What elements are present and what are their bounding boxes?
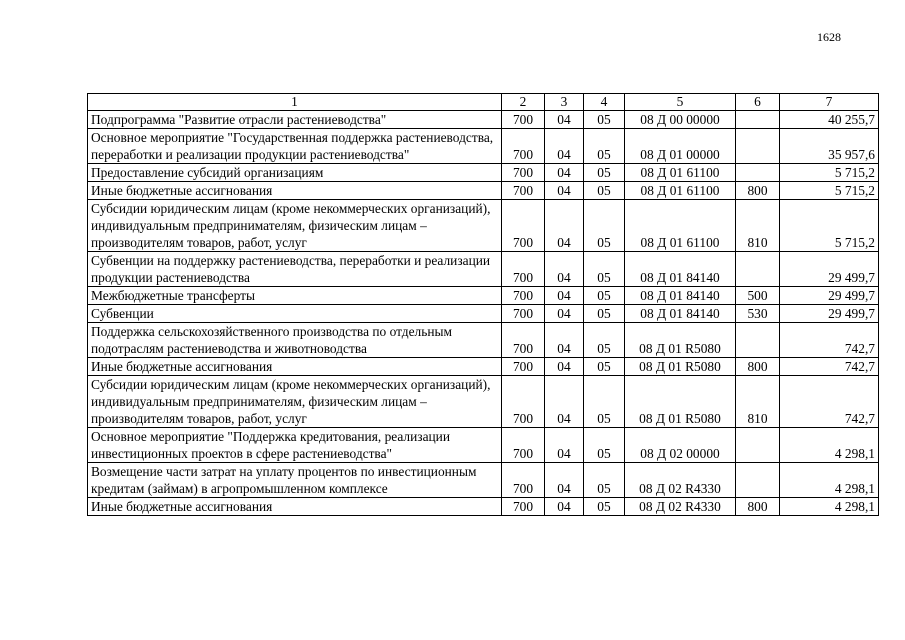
row-code-cell: 08 Д 00 00000 [625,111,736,129]
table-row [88,358,879,376]
row-code-cell: 700 [502,164,545,182]
row-code-cell: 04 [545,111,584,129]
row-code-cell: 08 Д 01 R5080 [625,323,736,358]
row-code-cell: 500 [736,287,780,305]
row-name-cell: Субсидии юридическим лицам (кроме некоммерческих организаций), индивидуальным предпринимателям, физическим лицам – производителям товаров, работ, услуг [88,376,502,428]
row-code-cell: 08 Д 01 61100 [625,200,736,252]
row-code-cell: 810 [736,200,780,252]
header-cell: 7 [780,94,879,111]
row-amount-cell: 4 298,1 [780,463,879,498]
row-code-cell: 05 [584,200,625,252]
row-amount-cell: 35 957,6 [780,129,879,164]
row-code-cell [736,463,780,498]
header-cell: 6 [736,94,780,111]
row-name-cell: Предоставление субсидий организациям [88,164,502,182]
row-name-cell: Возмещение части затрат на уплату процентов по инвестиционным кредитам (займам) в агропромышленном комплексе [88,463,502,498]
header-cell: 3 [545,94,584,111]
row-code-cell [736,129,780,164]
row-code-cell: 05 [584,358,625,376]
row-code-cell: 05 [584,129,625,164]
table-header-row [88,94,879,111]
row-amount-cell: 742,7 [780,323,879,358]
row-code-cell: 05 [584,182,625,200]
row-name-cell: Основное мероприятие "Поддержка кредитования, реализации инвестиционных проектов в сфере растениеводства" [88,428,502,463]
row-code-cell: 04 [545,376,584,428]
row-code-cell [736,323,780,358]
header-cell: 5 [625,94,736,111]
row-name-cell: Подпрограмма "Развитие отрасли растениеводства" [88,111,502,129]
row-code-cell: 05 [584,428,625,463]
row-code-cell: 700 [502,498,545,516]
header-cell: 1 [88,94,502,111]
row-code-cell: 700 [502,358,545,376]
row-name-cell: Поддержка сельскохозяйственного производства по отдельным подотраслям растениеводства и животноводства [88,323,502,358]
row-code-cell: 700 [502,463,545,498]
row-code-cell: 04 [545,498,584,516]
table-row [88,164,879,182]
row-code-cell: 05 [584,305,625,323]
row-amount-cell: 4 298,1 [780,498,879,516]
row-code-cell: 04 [545,129,584,164]
row-name-cell: Субвенции на поддержку растениеводства, переработки и реализации продукции растениеводства [88,252,502,287]
row-code-cell: 700 [502,182,545,200]
row-code-cell: 05 [584,164,625,182]
row-code-cell: 04 [545,200,584,252]
row-code-cell: 05 [584,376,625,428]
table-row [88,252,879,287]
row-code-cell: 04 [545,428,584,463]
row-code-cell: 700 [502,376,545,428]
row-code-cell: 08 Д 01 61100 [625,164,736,182]
table-row [88,323,879,358]
row-amount-cell: 29 499,7 [780,305,879,323]
row-code-cell [736,111,780,129]
row-name-cell: Иные бюджетные ассигнования [88,358,502,376]
table-row [88,129,879,164]
row-code-cell: 04 [545,305,584,323]
row-name-cell: Межбюджетные трансферты [88,287,502,305]
row-code-cell: 08 Д 01 R5080 [625,376,736,428]
row-name-cell: Иные бюджетные ассигнования [88,498,502,516]
row-amount-cell: 29 499,7 [780,287,879,305]
row-code-cell: 810 [736,376,780,428]
row-name-cell: Субсидии юридическим лицам (кроме некоммерческих организаций), индивидуальным предпринимателям, физическим лицам – производителям товаров, работ, услуг [88,200,502,252]
row-code-cell: 05 [584,463,625,498]
page-number: 1628 [817,30,841,44]
row-code-cell: 700 [502,252,545,287]
row-amount-cell: 742,7 [780,358,879,376]
row-code-cell [736,252,780,287]
row-name-cell: Основное мероприятие "Государственная поддержка растениеводства, переработки и реализации продукции растениеводства" [88,129,502,164]
row-code-cell: 04 [545,182,584,200]
row-code-cell: 08 Д 01 84140 [625,287,736,305]
table-row [88,305,879,323]
row-code-cell: 05 [584,498,625,516]
row-name-cell: Иные бюджетные ассигнования [88,182,502,200]
row-code-cell [736,428,780,463]
row-code-cell: 04 [545,164,584,182]
table-row [88,182,879,200]
row-code-cell: 04 [545,358,584,376]
row-code-cell: 800 [736,498,780,516]
row-code-cell: 05 [584,111,625,129]
budget-table [87,93,879,516]
row-code-cell: 700 [502,111,545,129]
row-code-cell: 700 [502,428,545,463]
row-code-cell: 700 [502,129,545,164]
row-code-cell: 05 [584,287,625,305]
row-code-cell: 08 Д 01 61100 [625,182,736,200]
row-code-cell: 800 [736,182,780,200]
row-name-cell: Субвенции [88,305,502,323]
row-code-cell: 08 Д 02 R4330 [625,463,736,498]
row-code-cell: 700 [502,287,545,305]
row-code-cell [736,164,780,182]
row-code-cell: 04 [545,463,584,498]
row-code-cell: 05 [584,323,625,358]
row-code-cell: 08 Д 01 84140 [625,252,736,287]
table-row [88,376,879,428]
row-amount-cell: 5 715,2 [780,200,879,252]
row-code-cell: 700 [502,200,545,252]
row-code-cell: 08 Д 01 84140 [625,305,736,323]
table-row [88,498,879,516]
row-code-cell: 700 [502,323,545,358]
row-amount-cell: 29 499,7 [780,252,879,287]
row-code-cell: 04 [545,287,584,305]
row-code-cell: 800 [736,358,780,376]
row-code-cell: 05 [584,252,625,287]
header-cell: 4 [584,94,625,111]
table-body [88,111,879,516]
header-cell: 2 [502,94,545,111]
row-code-cell: 08 Д 02 00000 [625,428,736,463]
table-row [88,200,879,252]
row-code-cell: 700 [502,305,545,323]
row-code-cell: 04 [545,252,584,287]
row-code-cell: 04 [545,323,584,358]
row-amount-cell: 4 298,1 [780,428,879,463]
row-code-cell: 530 [736,305,780,323]
row-amount-cell: 5 715,2 [780,164,879,182]
table-row [88,287,879,305]
table-row [88,111,879,129]
table-row [88,463,879,498]
row-amount-cell: 742,7 [780,376,879,428]
row-code-cell: 08 Д 01 00000 [625,129,736,164]
row-amount-cell: 5 715,2 [780,182,879,200]
row-amount-cell: 40 255,7 [780,111,879,129]
row-code-cell: 08 Д 01 R5080 [625,358,736,376]
table-row [88,428,879,463]
row-code-cell: 08 Д 02 R4330 [625,498,736,516]
